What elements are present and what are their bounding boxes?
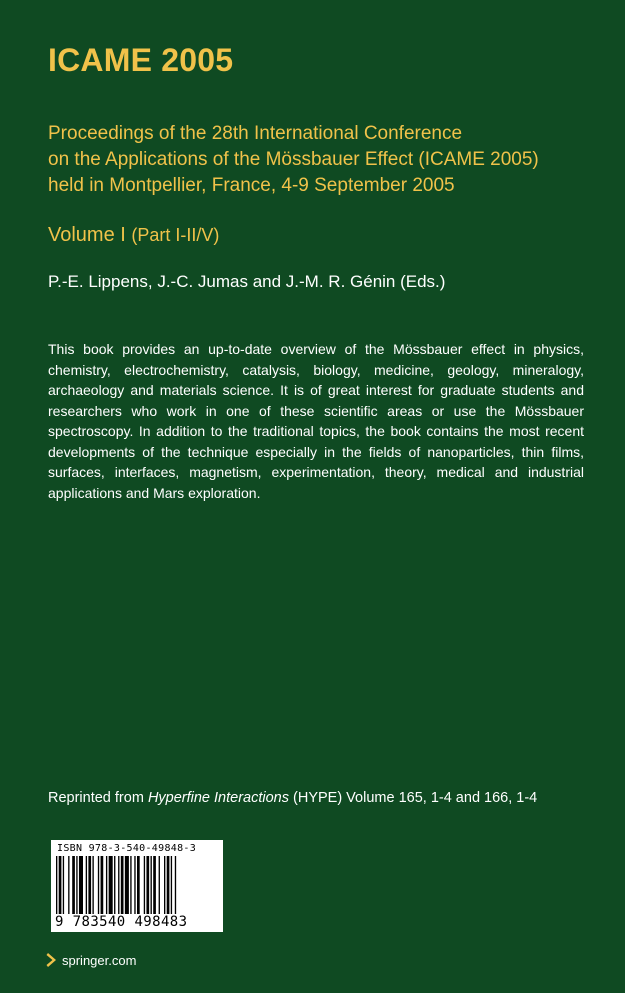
- volume-label: Volume I: [48, 224, 126, 246]
- reprint-suffix: (HYPE) Volume 165, 1-4 and 166, 1-4: [288, 790, 538, 806]
- volume-part: (Part I-II/V): [131, 225, 220, 245]
- reprint-note: [48, 790, 537, 806]
- publisher-url: springer.com: [62, 952, 137, 968]
- publisher-mark: [46, 952, 136, 968]
- chevron-right-icon: [46, 952, 58, 968]
- book-title: ICAME 2005: [48, 42, 234, 78]
- book-description: This book provides an up-to-date overview of the Mössbauer effect in physics, chemistry, electrochemistry, catalysis, biology, medicine, geology, mineralogy, archaeology and materials science. It is of great interest for graduate students and researchers who work in one of these scientific areas or use the Mössbauer spectroscopy. In addition to the traditional topics, the book contains the most recent developments of the technique especially in the fields of nanoparticles, thin films, surfaces, interfaces, magnetism, experimentation, theory, medical and industrial applications and Mars exploration.: [48, 341, 584, 501]
- isbn-barcode: [51, 840, 223, 932]
- editors-line: P.-E. Lippens, J.-C. Jumas and J.-M. R. Génin (Eds.): [48, 272, 446, 291]
- reprint-prefix: Reprinted from: [48, 790, 148, 806]
- subtitle-line: Proceedings of the 28th International Conference: [48, 123, 463, 144]
- subtitle-line: on the Applications of the Mössbauer Effect (ICAME 2005): [48, 149, 539, 170]
- reprint-journal: Hyperfine Interactions: [147, 790, 289, 806]
- barcode-bars: [56, 856, 218, 914]
- subtitle-line: held in Montpellier, France, 4-9 September 2005: [48, 175, 455, 196]
- proceedings-subtitle: [48, 121, 608, 199]
- volume-info: [48, 224, 219, 247]
- barcode-number: 9 783540 498483: [55, 914, 188, 930]
- isbn-label: ISBN 978-3-540-49848-3: [57, 843, 197, 854]
